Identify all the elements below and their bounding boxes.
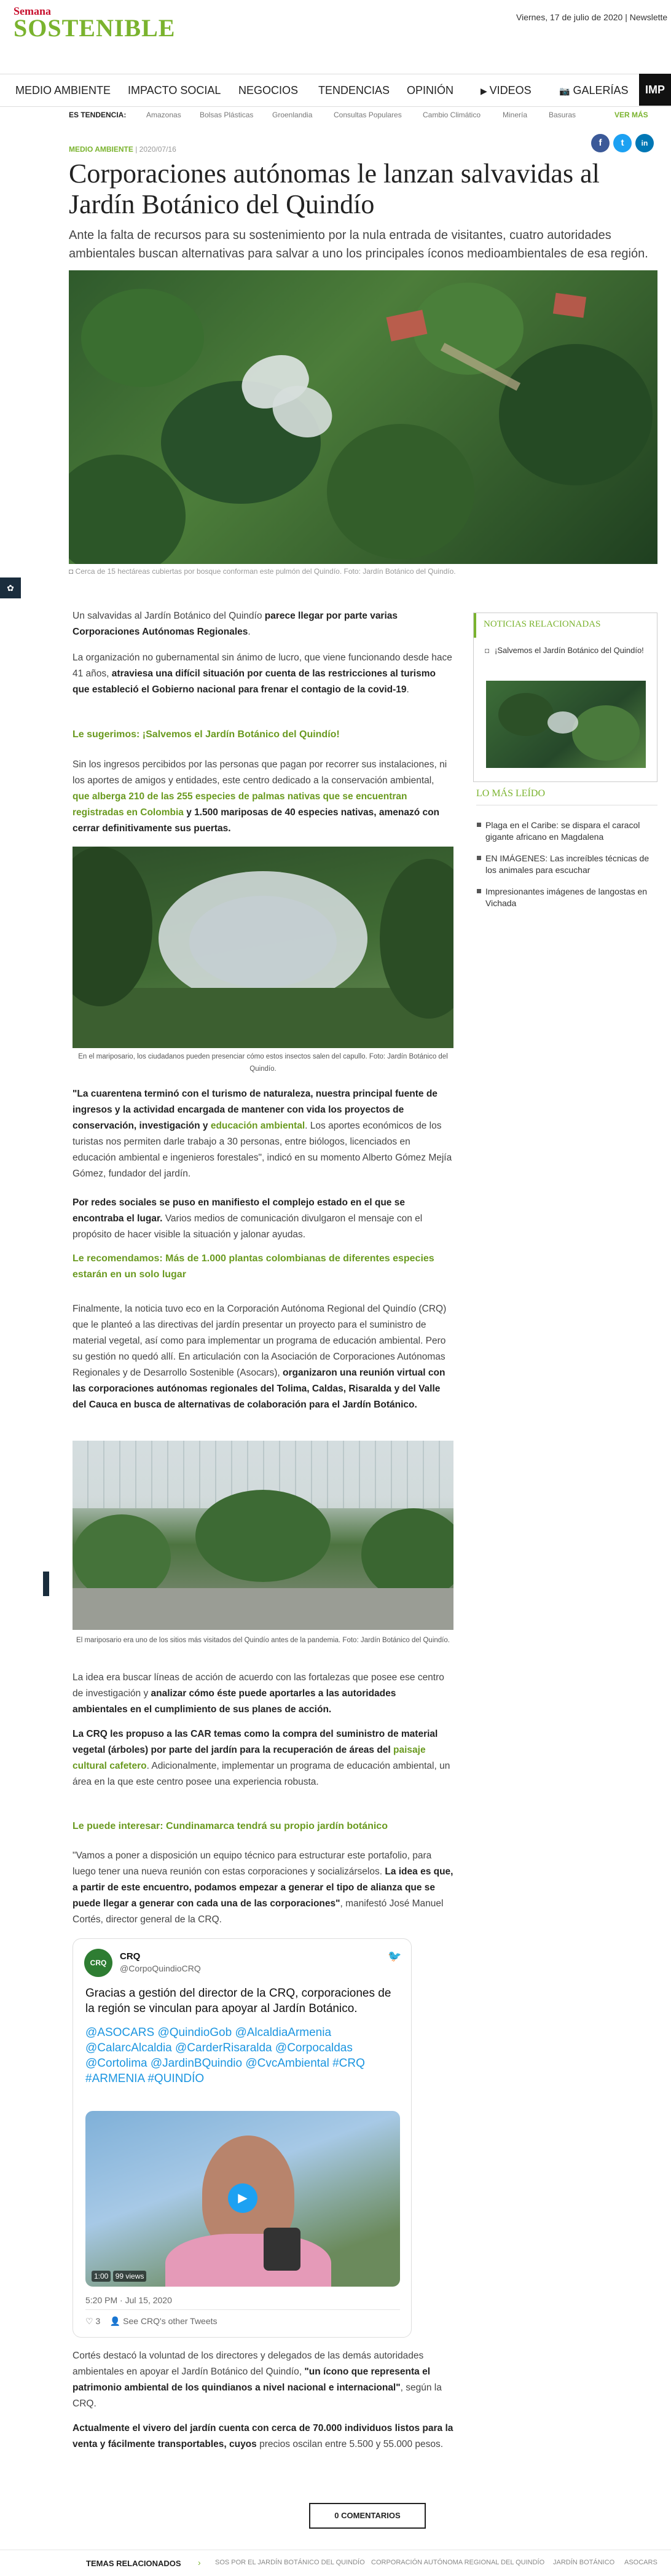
nav-galerias[interactable] — [559, 84, 629, 97]
site-header — [0, 0, 671, 74]
tweet-actions — [85, 2316, 218, 2327]
most-read-item-text: EN IMÁGENES: Las increíbles técnicas de los animales para escuchar — [485, 853, 649, 875]
header-date: Viernes, 17 de julio de 2020 | Newslette — [516, 12, 668, 22]
linkedin-share-icon[interactable]: in — [635, 134, 654, 152]
tweet-avatar[interactable]: CRQ — [84, 1949, 112, 1977]
tweet-text: Gracias a gestión del director de la CRQ, corporaciones de la región se vinculan para apoyar al Jardín Botánico. — [85, 1987, 391, 2015]
chevron-right-icon: › — [198, 2558, 201, 2567]
most-read-item[interactable] — [485, 820, 657, 843]
inline-link[interactable]: paisaje cultural cafetero — [73, 1745, 426, 1771]
play-icon[interactable]: ▶ — [228, 2183, 257, 2213]
article-title: Corporaciones autónomas le lanzan salvavidas al Jardín Botánico del Quindío — [69, 159, 600, 219]
paragraph — [73, 1848, 453, 1928]
trending-more-link[interactable]: VER MÁS — [614, 111, 648, 119]
topic-link[interactable]: SOS POR EL JARDÍN BOTÁNICO DEL QUINDÍO — [215, 2559, 365, 2566]
related-news-box — [473, 613, 657, 782]
tweet-video[interactable] — [85, 2111, 400, 2287]
trending-bar — [0, 106, 671, 124]
trending-item[interactable]: Groenlandia — [272, 111, 313, 119]
paragraph — [73, 608, 453, 640]
related-news-link[interactable]: ¡Salvemos el Jardín Botánico del Quindío! — [495, 646, 644, 655]
text-bold: y 1.500 mariposas de 40 especies nativas, amenazó con cerrar definitivamente sus puertas. — [73, 807, 440, 834]
text: "Vamos a poner a disposición un equipo técnico para estructurar este portafolio, para luego tener una nueva reunión con estas corporaciones y socializárselos. — [73, 1850, 432, 1877]
paragraph — [73, 2348, 453, 2412]
hero-caption-text: Cerca de 15 hectáreas cubiertas por bosque conforman este pulmón del Quindío. Foto: Jardín Botánico del Quindío. — [75, 567, 456, 576]
topic-link[interactable]: ASOCARS — [624, 2559, 657, 2566]
text: . Los aportes económicos de los turistas nos permiten darle trabajo a 30 personas, entre biólogos, licenciados en educación ambiental e ingenieros forestales", indicó en su momento Alberto Gómez Mejía Gómez, fundador del jardín. — [73, 1121, 452, 1179]
camera-icon: ◘ — [69, 567, 76, 576]
text: Varios medios de comunicación divulgaron el mensaje con el propósito de hacer visible la situación y jalonar ayudas. — [73, 1213, 423, 1240]
text: Un salvavidas al Jardín Botánico del Quindío — [73, 611, 265, 621]
trending-item[interactable]: Amazonas — [146, 111, 181, 119]
nav-videos[interactable] — [481, 84, 532, 97]
bullet — [477, 856, 481, 860]
logo-sostenible[interactable]: SOSTENIBLE — [14, 14, 176, 42]
accent-bar — [474, 613, 476, 638]
nav-videos-label: VIDEOS — [489, 84, 532, 96]
related-link-recomendamos[interactable]: Le recomendamos: Más de 1.000 plantas colombianas de diferentes especies estarán en un solo lugar — [73, 1253, 434, 1280]
tweet-author-name[interactable]: CRQ — [120, 1951, 141, 1962]
topic-link[interactable]: CORPORACIÓN AUTÓNOMA REGIONAL DEL QUINDÍO — [371, 2559, 545, 2566]
text-bold: Actualmente el vivero del jardín cuenta con cerca de 70.000 individuos listos para la venta y fácilmente transportables, cuyos — [73, 2423, 453, 2449]
text: precios oscilan entre 5.500 y 55.000 pesos. — [256, 2439, 444, 2449]
paragraph — [73, 757, 453, 837]
most-read-item[interactable] — [485, 886, 657, 909]
image-caption: En el mariposario, los ciudadanos pueden presenciar cómo estos insectos salen del capullo. Foto: Jardín Botánico del Quindío. — [78, 1053, 448, 1073]
article-category[interactable]: MEDIO AMBIENTE — [69, 145, 133, 154]
text: La idea era buscar líneas de acción de acuerdo con las fortalezas que posee ese centro de investigación y — [73, 1672, 444, 1699]
text: . — [406, 684, 409, 695]
accessibility-icon[interactable]: ✿ — [0, 577, 21, 598]
topic-link[interactable]: JARDÍN BOTÁNICO — [553, 2559, 615, 2566]
nav-tendencias[interactable]: TENDENCIAS — [318, 84, 390, 96]
most-read-title: LO MÁS LEÍDO — [476, 788, 545, 799]
tweet-mentions[interactable]: @ASOCARS @QuindioGob @AlcaldiaArmenia @CalarcAlcaldia @CarderRisaralda @Corpocaldas @Cortolima @JardinBQuindio @CvcAmbiental #CRQ #ARMENIA #QUINDÍO — [85, 2026, 365, 2085]
article-lead: Ante la falta de recursos para su sostenimiento por la nula entrada de visitantes, cuatro autoridades ambientales buscan alternativas para salvar a uno los principales íconos medioambientales de esa región. — [69, 229, 648, 260]
text-bold: "La cuarentena terminó con el turismo de naturaleza, nuestra principal fuente de ingresos y la actividad encargada de mantener con vida los proyectos de conservación, investigación y — [73, 1089, 438, 1131]
bullet — [477, 889, 481, 893]
nav-medio-ambiente[interactable]: MEDIO AMBIENTE — [15, 84, 111, 96]
related-link-sugerimos[interactable]: Le sugerimos: ¡Salvemos el Jardín Botánico del Quindío! — [73, 729, 340, 740]
text-bold: organizaron una reunión virtual con las corporaciones autónomas regionales del Tolima, Caldas, Risaralda y del Valle del Cauca en busca de alternativas de colaboración para el Jardín Botánico. — [73, 1368, 445, 1410]
video-stats — [92, 2272, 146, 2280]
text-bold: parece llegar por parte varias Corporaciones Autónomas Regionales — [73, 611, 398, 637]
tweet-author-handle[interactable]: @CorpoQuindioCRQ — [120, 1963, 201, 1973]
paragraph — [73, 1301, 453, 1413]
image-caption: El mariposario era uno de los sitios más visitados del Quindío antes de la pandemia. Foto: Jardín Botánico del Quindío. — [76, 1637, 450, 1644]
video-views: 99 views — [113, 2271, 147, 2282]
video-time: 1:00 — [92, 2271, 111, 2282]
side-scroll-tab[interactable] — [43, 1572, 49, 1596]
person-icon: 👤 — [109, 2316, 121, 2326]
paragraph — [73, 650, 453, 698]
related-link-interesar[interactable]: Le puede interesar: Cundinamarca tendrá su propio jardín botánico — [73, 1821, 388, 1831]
heart-icon[interactable]: ♡ — [85, 2316, 93, 2326]
inline-link[interactable]: educación ambiental — [210, 1121, 305, 1131]
logo-semana[interactable]: Semana — [14, 5, 52, 17]
text-bold: analizar cómo éste puede aportarles a las autoridades ambientales en el cumplimiento de sus planes de acción. — [73, 1688, 396, 1715]
twitter-bird-icon[interactable]: 🐦 — [388, 1950, 402, 1962]
embedded-tweet[interactable] — [73, 1938, 412, 2338]
paragraph — [73, 2421, 453, 2453]
hero-image — [69, 270, 657, 564]
text-bold: atraviesa una difícil situación por cuenta de las restricciones al turismo que estableció el Gobierno nacional para frenar el contagio de la covid-19 — [73, 668, 436, 695]
hero-caption — [69, 567, 456, 576]
trending-item[interactable]: Cambio Climático — [423, 111, 481, 119]
bullet — [477, 823, 481, 827]
text: . — [248, 627, 251, 637]
trending-item[interactable]: Basuras — [549, 111, 576, 119]
twitter-share-icon[interactable]: t — [613, 134, 632, 152]
comments-button[interactable]: 0 COMENTARIOS — [309, 2503, 426, 2529]
trending-label: ES TENDENCIA: — [69, 111, 127, 119]
inline-link[interactable]: que alberga 210 de las 255 especies de palmas nativas que se encuentran registradas en Colombia — [73, 791, 407, 818]
related-topics-bar — [0, 2550, 671, 2576]
nav-impacto-social[interactable]: IMPACTO SOCIAL — [128, 84, 221, 96]
text: , según la CRQ. — [73, 2382, 442, 2409]
trending-item[interactable]: Minería — [503, 111, 528, 119]
main-nav — [0, 74, 671, 107]
camera-icon: ◘ — [485, 646, 490, 655]
article-date: | 2020/07/16 — [135, 145, 176, 154]
mariposario-image — [73, 1441, 453, 1630]
nav-galerias-label: GALERÍAS — [573, 84, 629, 96]
paragraph — [73, 1195, 453, 1243]
divider — [85, 2309, 400, 2310]
text: , manifestó José Manuel Cortés, director general de la CRQ. — [73, 1898, 444, 1925]
text-bold: La CRQ les propuso a las CAR temas como la compra del suministro de material vegetal (árboles) por parte del jardín para la recuperación de áreas del — [73, 1729, 438, 1755]
nav-opinion[interactable]: OPINIÓN — [407, 84, 454, 96]
text: Sin los ingresos percibidos por las personas que pagan por recorrer sus instalaciones, ni los aportes de amigos y entidades, este centro dedicado a la conservación ambiental, — [73, 759, 447, 786]
related-topics-label: TEMAS RELACIONADOS — [86, 2559, 181, 2568]
play-icon: ▶ — [481, 86, 490, 96]
paragraph — [73, 1086, 453, 1182]
text: Finalmente, la noticia tuvo eco en la Corporación Autónoma Regional del Quindío (CRQ) que le planteó a las directivas del jardín presentar un proyecto para el suministro de material vegetal, así como para implementar un programa de educación ambiental. Pero su gestión no quedó allí. En articulación con la Asociación de Corporaciones Autónomas Regionales y de Desarrollo Sostenible (Asocars), — [73, 1304, 447, 1378]
text: Cortés destacó la voluntad de los directores y delegados de las demás autoridades ambientales en apoyar el Jardín Botánico del Quindío, — [73, 2351, 424, 2377]
facebook-share-icon[interactable]: f — [591, 134, 610, 152]
article-meta — [69, 145, 176, 154]
paragraph — [73, 1726, 453, 1790]
nav-impreso[interactable]: IMP — [639, 74, 671, 106]
related-news-image[interactable] — [486, 681, 646, 768]
camera-icon: 📷 — [559, 86, 570, 96]
related-news-title: NOTICIAS RELACIONADAS — [484, 619, 601, 629]
text: . Adicionalmente, implementar un programa de educación ambiental, un área en la que este centro posee una experiencia robusta. — [73, 1761, 450, 1787]
text-bold: Por redes sociales se puso en manifiesto el complejo estado en el que se encontraba el lugar. — [73, 1197, 405, 1224]
butterfly-house-image — [73, 847, 453, 1048]
tweet-see-more[interactable]: See CRQ's other Tweets — [123, 2316, 218, 2326]
text-bold: La idea es que, a partir de este encuentro, podamos empezar a generar el tipo de alianza que se puede llegar a generar con cada una de las corporaciones" — [73, 1866, 453, 1909]
most-read-item[interactable] — [485, 853, 657, 876]
trending-item[interactable]: Bolsas Plásticas — [200, 111, 254, 119]
nav-negocios[interactable]: NEGOCIOS — [238, 84, 299, 96]
paragraph — [73, 1670, 453, 1718]
tweet-likes: 3 — [95, 2316, 101, 2326]
most-read-item-text: Impresionantes imágenes de langostas en Vichada — [485, 887, 648, 908]
text: La organización no gubernamental sin ánimo de lucro, que viene funcionando desde hace 41 años, — [73, 652, 452, 679]
tweet-timestamp[interactable]: 5:20 PM · Jul 15, 2020 — [85, 2295, 172, 2305]
trending-item[interactable]: Consultas Populares — [334, 111, 402, 119]
text-bold: "un ícono que representa el patrimonio ambiental de los quindianos a nivel nacional e internacional" — [73, 2367, 430, 2393]
most-read-item-text: Plaga en el Caribe: se dispara el caracol gigante africano en Magdalena — [485, 820, 640, 842]
